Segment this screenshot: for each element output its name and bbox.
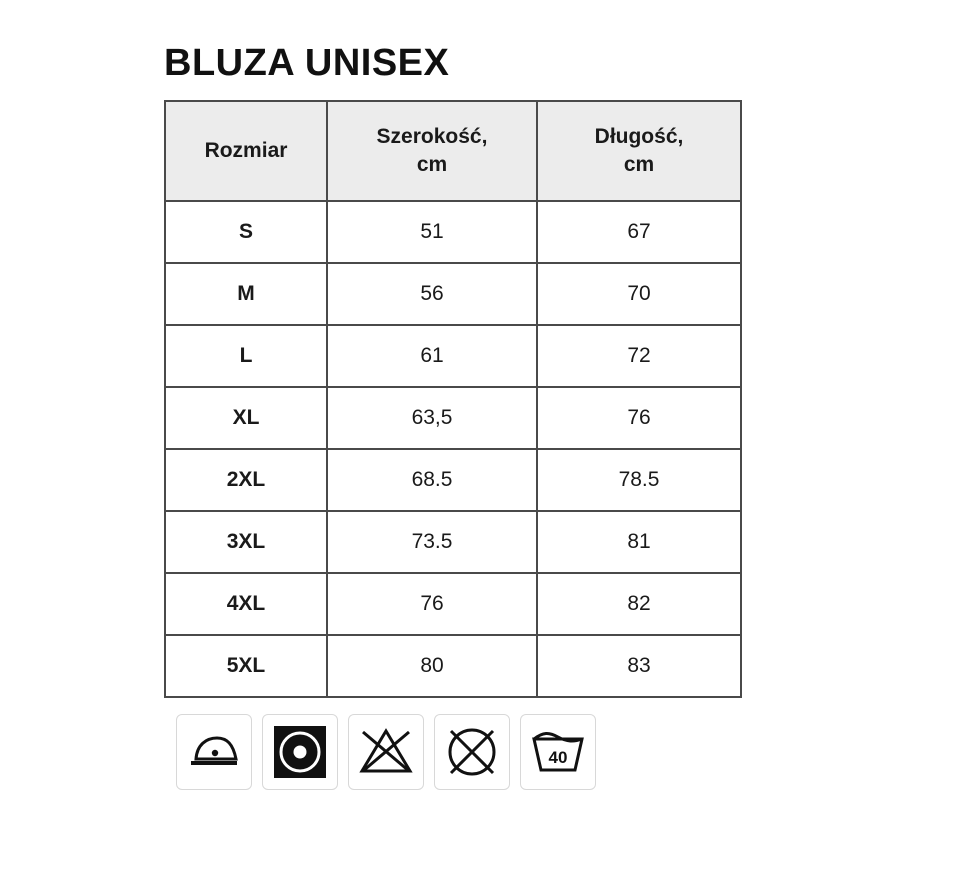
cell-size: S [165, 201, 327, 263]
cell-size: 4XL [165, 573, 327, 635]
cell-width: 51 [327, 201, 537, 263]
column-header-length-line1: Długość, [594, 124, 684, 148]
cell-length: 72 [537, 325, 741, 387]
column-header-width-line1: Szerokość, [376, 124, 488, 148]
column-header-size: Rozmiar [165, 101, 327, 201]
cell-size: XL [165, 387, 327, 449]
table-row [165, 263, 741, 325]
table-header-row [165, 101, 741, 201]
table-row [165, 201, 741, 263]
cell-length: 67 [537, 201, 741, 263]
wash-temperature-label: 40 [548, 748, 568, 767]
wash-40-icon [520, 714, 596, 790]
do-not-dry-clean-icon [434, 714, 510, 790]
cell-length: 70 [537, 263, 741, 325]
cell-length: 78.5 [537, 449, 741, 511]
do-not-bleach-icon [348, 714, 424, 790]
cell-size: L [165, 325, 327, 387]
table-row [165, 511, 741, 573]
cell-size: 2XL [165, 449, 327, 511]
table-row [165, 635, 741, 697]
cell-width: 80 [327, 635, 537, 697]
table-row [165, 325, 741, 387]
cell-width: 68.5 [327, 449, 537, 511]
column-header-length-unit: cm [623, 153, 655, 176]
cell-size: 5XL [165, 635, 327, 697]
table-body [165, 201, 741, 697]
cell-width: 73.5 [327, 511, 537, 573]
cell-length: 76 [537, 387, 741, 449]
column-header-length [537, 101, 741, 201]
cell-width: 63,5 [327, 387, 537, 449]
page-title: BLUZA UNISEX [164, 42, 450, 84]
cell-length: 82 [537, 573, 741, 635]
table-header [165, 101, 741, 201]
table-row [165, 573, 741, 635]
care-symbols-row [176, 714, 596, 790]
cell-width: 61 [327, 325, 537, 387]
cell-length: 83 [537, 635, 741, 697]
tumble-dry-icon [262, 714, 338, 790]
table-row [165, 449, 741, 511]
cell-size: 3XL [165, 511, 327, 573]
iron-one-dot-icon [176, 714, 252, 790]
cell-length: 81 [537, 511, 741, 573]
cell-width: 76 [327, 573, 537, 635]
size-table [164, 100, 742, 698]
column-header-width-unit: cm [416, 153, 448, 176]
cell-width: 56 [327, 263, 537, 325]
column-header-width [327, 101, 537, 201]
table-row [165, 387, 741, 449]
cell-size: M [165, 263, 327, 325]
